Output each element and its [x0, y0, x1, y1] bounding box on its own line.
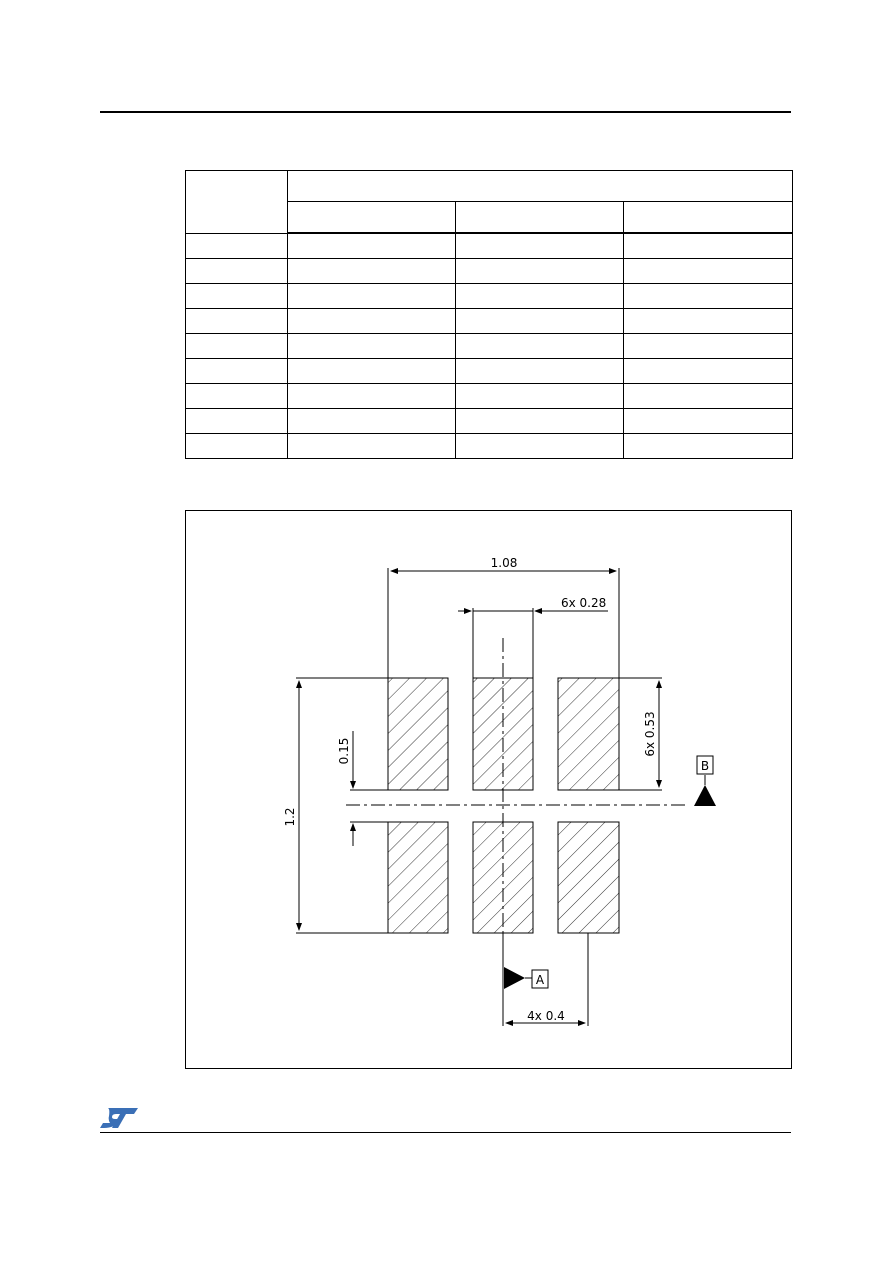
- pad-top-right: [558, 678, 619, 790]
- pad-bottom-right: [558, 822, 619, 933]
- table-header-ref: [186, 171, 288, 234]
- dimension-gap-label: 0.15: [337, 737, 351, 765]
- table-row: [186, 284, 793, 309]
- table-header-col: [624, 202, 793, 234]
- table-row: [186, 233, 793, 259]
- dimension-width: [388, 556, 619, 678]
- datum-b-label: B: [700, 759, 710, 773]
- table-row: [186, 409, 793, 434]
- table-header-col: [288, 202, 456, 234]
- footprint-drawing: [186, 511, 791, 1068]
- dimension-pad-height: [619, 678, 662, 790]
- table-row: [186, 434, 793, 459]
- table-header-col: [456, 202, 624, 234]
- footprint-figure: [185, 510, 792, 1069]
- header-rule: [100, 111, 791, 113]
- dimension-pad-width-label: 6x 0.28: [561, 596, 607, 610]
- st-logo-icon: [100, 1106, 140, 1130]
- dimension-pitch-label: 4x 0.4: [527, 1009, 565, 1023]
- datum-b-marker: [694, 756, 716, 806]
- dimension-pad-height-label: 6x 0.53: [643, 711, 657, 757]
- table-row: [186, 359, 793, 384]
- datum-a-label: A: [535, 973, 545, 987]
- dimension-pad-width: [458, 596, 608, 678]
- datum-a-marker: [504, 967, 548, 989]
- dimensions-table: [185, 170, 793, 459]
- dimension-gap: [337, 731, 388, 846]
- table-row: [186, 259, 793, 284]
- table-row: [186, 334, 793, 359]
- table-header-group: [288, 171, 793, 202]
- table-row: [186, 384, 793, 409]
- table-row: [186, 309, 793, 334]
- dimension-width-label: 1.08: [490, 556, 518, 570]
- footer-rule: [100, 1132, 791, 1133]
- pad-top-left: [388, 678, 448, 790]
- dimension-total-height-label: 1.2: [283, 807, 297, 827]
- pad-bottom-left: [388, 822, 448, 933]
